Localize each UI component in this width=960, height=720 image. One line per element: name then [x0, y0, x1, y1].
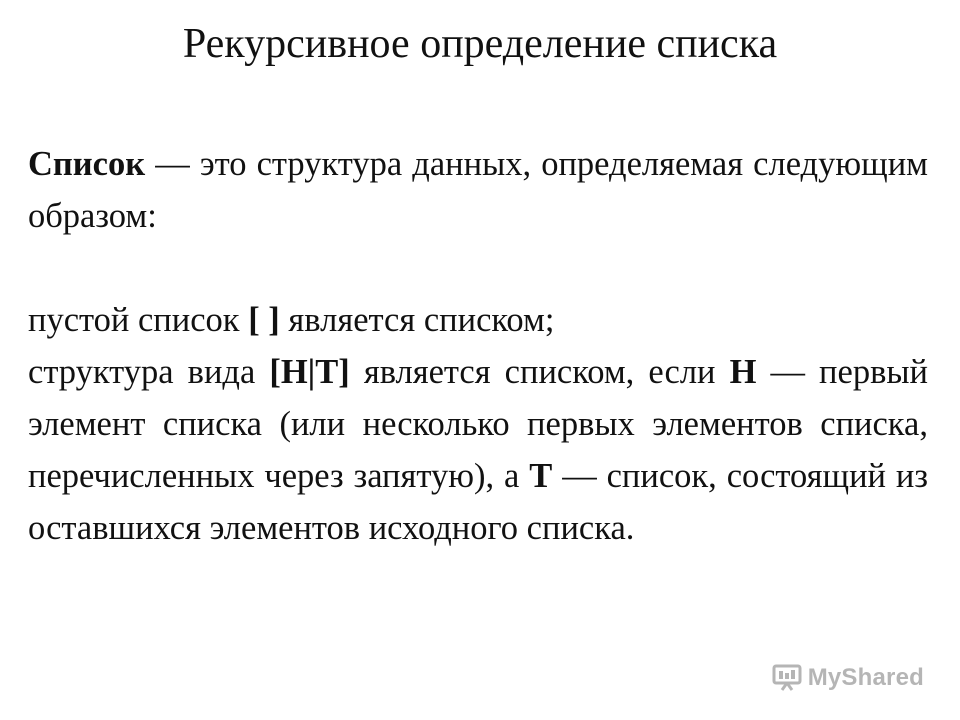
definition-paragraph [28, 138, 928, 242]
definition-text: — это структура данных, определяемая следующим образом: [28, 145, 928, 235]
rule2-part4: — список, состоящий из оставшихся элементов исходного списка. [28, 457, 928, 547]
watermark-text: MyShared [807, 664, 924, 691]
paragraph-spacer [28, 242, 928, 294]
rule2-part3: — первый элемент списка (или несколько первых элементов списка, перечисленных через запятую), а [28, 353, 929, 495]
rule1-prefix: пустой список [28, 301, 249, 339]
rule2-part1: структура вида [28, 353, 270, 391]
rule-empty-list [28, 294, 928, 346]
rule-head-tail [28, 346, 928, 554]
presentation-screen-icon [772, 664, 802, 692]
definition-term: Список [28, 145, 146, 183]
slide-title: Рекурсивное определение списка [182, 21, 778, 67]
head-symbol: H [729, 353, 757, 391]
head-tail-notation: [H|T] [269, 353, 350, 391]
slide-body [28, 138, 928, 554]
watermark-logo [772, 664, 924, 692]
empty-list-notation: [ ] [248, 301, 280, 339]
rule2-part2: является списком, если [349, 353, 730, 391]
rule1-suffix: является списком; [279, 301, 555, 339]
tail-symbol: T [529, 457, 553, 495]
